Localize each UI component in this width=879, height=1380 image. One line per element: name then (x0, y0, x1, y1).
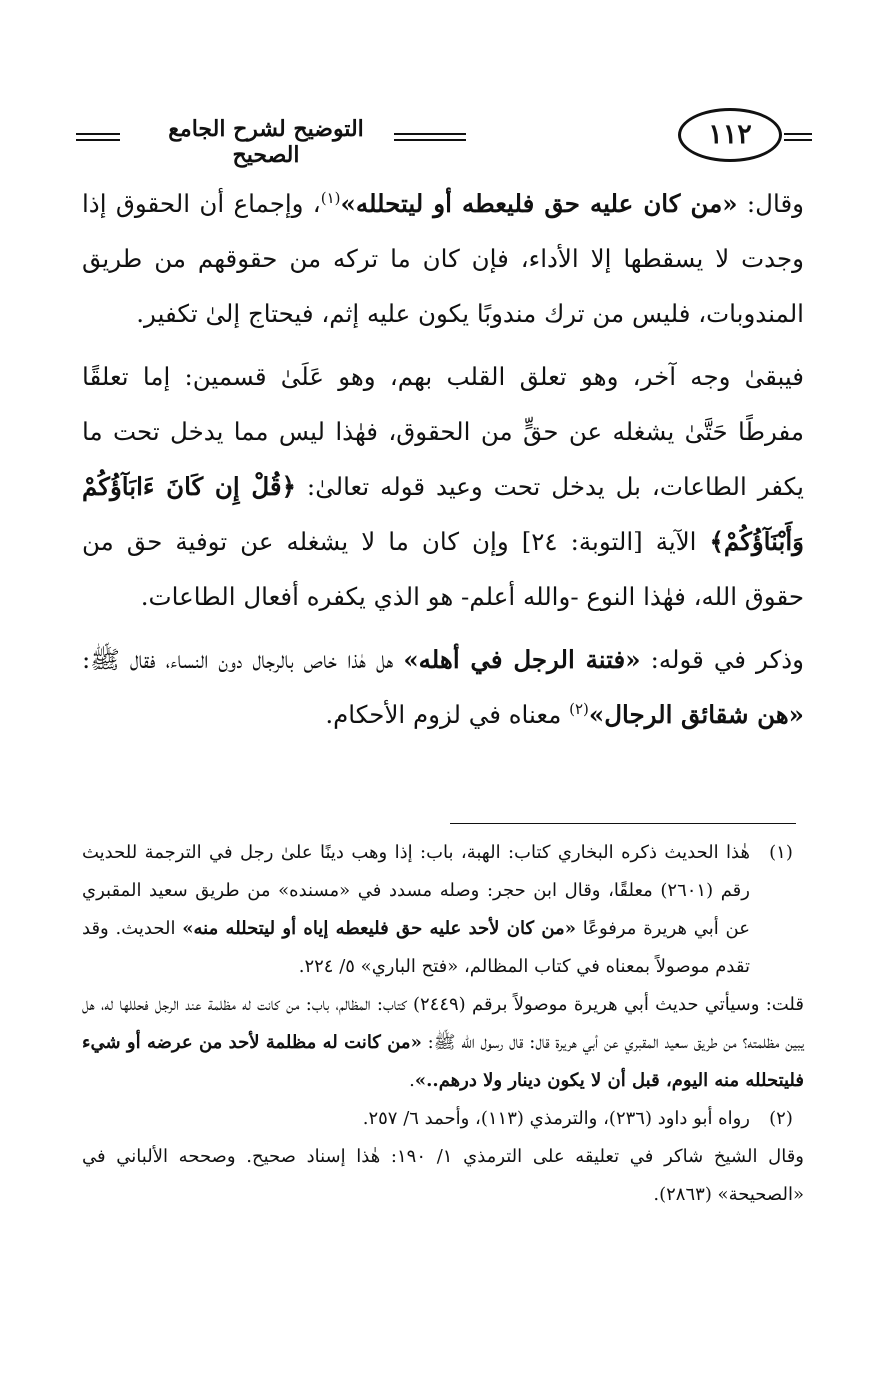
text-run: فيبقىٰ وجه آخر، وهو تعلق القلب بهم، وهو عَلَىٰ قسمين: إما تعلقًا مفرطًا حَتَّىٰ يشغله عن حقٍّ من الحقوق، فهٰذا ليس مما يدخل تحت ما يكفر الطاعات، بل يدخل تحت وعيد قوله تعالىٰ: (82, 362, 805, 501)
header-rule (394, 133, 466, 135)
text-run: هل هٰذا خاص بالرجال دون النساء، فقال ﷺ: (82, 645, 404, 674)
page-header (70, 108, 810, 168)
text-run: الآية [التوبة: ٢٤] وإن كان ما لا يشغله عن توفية حق من حقوق الله، فهٰذا النوع -والله أعلم- هو الذي يكفره أفعال الطاعات. (82, 527, 804, 611)
text-run: وقال: (737, 189, 804, 218)
header-rule (76, 133, 120, 135)
paragraph-3 (82, 632, 804, 742)
paragraph-1 (82, 176, 804, 341)
hadith-quote: «هن شقائق الرجال» (588, 700, 804, 729)
hadith-quote: «من كان لأحد عليه حق فليعطه إياه أو ليتحلله منه» (182, 918, 576, 939)
footnote-2 (82, 1100, 804, 1138)
running-title: التوضيح لشرح الجامع الصحيح (168, 116, 364, 168)
hadith-quote: «من كانت له مظلمة لأحد من عرضه أو شيء فليتحلله منه اليوم، قبل أن لا يكون دينار ولا درهم..» (82, 1032, 804, 1091)
text-run: وذكر في قوله: (640, 645, 804, 674)
header-rule (784, 139, 812, 141)
text-run: ، وإجماع أن الحقوق إذا وجدت لا يسقطها إلا الأداء، فإن كان ما تركه من حقوقهم من طريق المندوبات، فليس من ترك مندوبًا يكون عليه إثم، فيحتاج إلىٰ تكفير. (82, 189, 804, 328)
footnote-1-continuation (82, 986, 804, 1100)
page-number: ١١٢ (678, 108, 782, 162)
paragraph-2 (82, 349, 804, 624)
footnote-ref: (٢) (569, 699, 589, 718)
footnote-number: (٢) (769, 1108, 793, 1129)
header-rule (76, 139, 120, 141)
text-run: معناه في لزوم الأحكام. (325, 700, 570, 729)
text-run: وقال الشيخ شاكر في تعليقه على الترمذي ١/ ١٩٠: هٰذا إسناد صحيح. وصححه الألباني في «الصحيحة» (٢٨٦٣). (82, 1146, 804, 1205)
header-rule (394, 139, 466, 141)
footnote-2-continuation (82, 1138, 804, 1214)
header-rule (784, 133, 812, 135)
main-text (82, 176, 804, 750)
hadith-quote: «من كان عليه حق فليعطه أو ليتحلله» (340, 189, 738, 218)
footnotes (82, 834, 804, 1214)
text-run: قلت: وسيأتي حديث أبي هريرة موصولاً برقم (٢٤٤٩) كتاب: المظالم، باب: من كانت له مظلمة عند الرجل فحللها له، هل يبين مظلمته؟ من طريق سعيد المقبري عن أبي هريرة قال: قال رسول الله ﷺ: (82, 994, 804, 1053)
hadith-quote: «فتنة الرجل في أهله» (403, 645, 641, 674)
text-run: هٰذا الحديث ذكره البخاري كتاب: الهبة، باب: إذا وهب دينًا علىٰ رجل في الترجمة للحديث رقم (٢٦٠١) معلقًا، وقال ابن حجر: وصله مسدد في «مسنده» من طريق سعيد المقبري عن أبي هريرة مرفوعًا (82, 842, 750, 939)
text-run: . (409, 1070, 415, 1091)
footnote-number: (١) (769, 842, 793, 863)
footnote-divider (450, 823, 796, 824)
text-run: الحديث. وقد تقدم موصولاً بمعناه في كتاب المظالم، «فتح الباري» ٥/ ٢٢٤. (82, 918, 750, 977)
footnote-1 (82, 834, 804, 986)
text-run: رواه أبو داود (٢٣٦)، والترمذي (١١٣)، وأحمد ٦/ ٢٥٧. (362, 1108, 750, 1129)
quran-quote: ﴿قُلْ إِن كَانَ ءَابَآؤُكُمْ وَأَبْنَآؤُكُمْ﴾ (82, 472, 805, 556)
footnote-ref: (١) (320, 188, 341, 207)
